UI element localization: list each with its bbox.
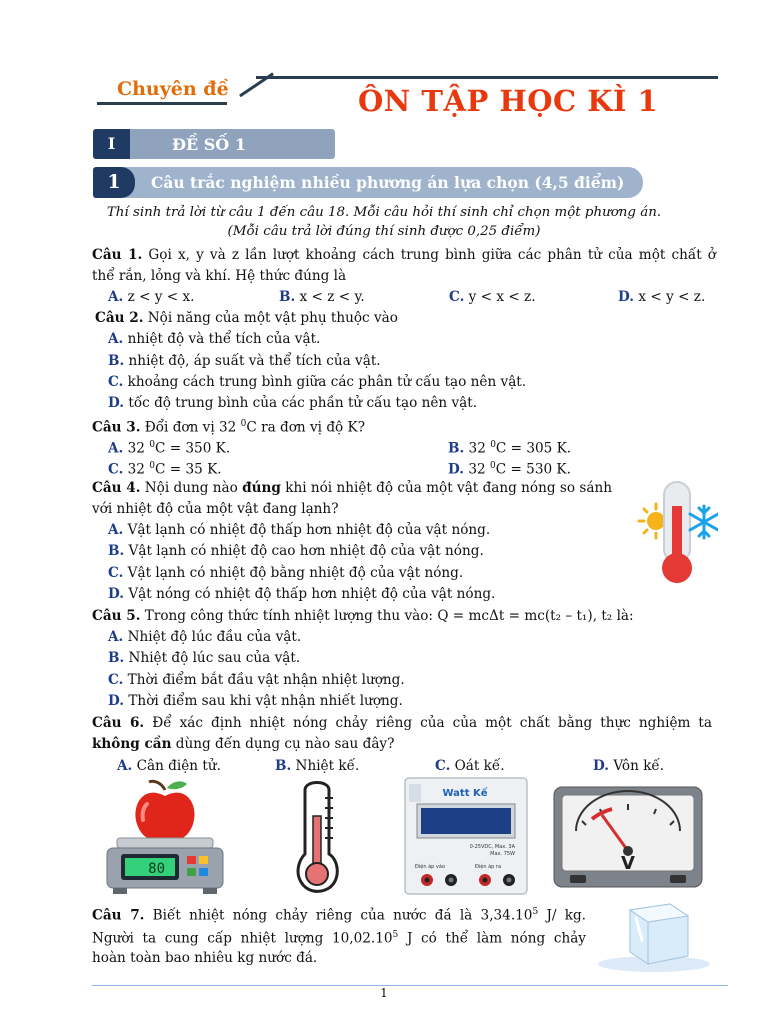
- option-c: C. Thời điểm bắt đầu vật nhận nhiệt lượng.: [108, 672, 405, 688]
- option-c: C. Oát kế.: [435, 758, 505, 774]
- page-number: 1: [380, 986, 388, 1000]
- option-d: D. Vôn kế.: [593, 758, 665, 774]
- option-a: A. z < y < x.: [108, 289, 195, 305]
- question-6-line: không cần dùng đến dụng cụ nào sau đây?: [92, 736, 395, 752]
- option-b: B. x < z < y.: [279, 289, 365, 305]
- option-d: D. tốc độ trung bình của các phần tử cấu tạo nên vật.: [108, 395, 478, 411]
- option-a: A. 32 $^0$C = 350 K.: [108, 440, 231, 457]
- svg-text:0-25VDC, Max. 3A: 0-25VDC, Max. 3A: [469, 844, 515, 850]
- section-title: ĐỀ SỐ 1: [172, 135, 246, 154]
- question-2-stem: Câu 2. Nội năng của một vật phụ thuộc vào: [95, 310, 398, 326]
- header-rule-right: [256, 76, 718, 79]
- subsection-title: Câu trắc nghiệm nhiều phương án lựa chọn (4,5 điểm): [151, 173, 625, 192]
- svg-text:Điện áp vào: Điện áp vào: [415, 864, 446, 870]
- snowflake-icon: [690, 506, 718, 538]
- voltmeter-image: [552, 785, 704, 889]
- option-c: C. Vật lạnh có nhiệt độ bằng nhiệt độ của vật nóng.: [108, 565, 464, 581]
- question-6-line: Câu 6. Để xác định nhiệt nóng chảy riêng của của một chất bằng thực nghiệm ta: [92, 715, 712, 731]
- option-d: D. Vật nóng có nhiệt độ thấp hơn nhiệt độ của vật nóng.: [108, 586, 496, 602]
- svg-text:V: V: [621, 853, 635, 874]
- question-4-line: với nhiệt độ của một vật đang lạnh?: [92, 501, 339, 517]
- option-d: D. Thời điểm sau khi vật nhận nhiết lượng.: [108, 693, 403, 709]
- option-b: B. 32 $^0$C = 305 K.: [448, 440, 572, 457]
- instruction-line: Thí sinh trả lời từ câu 1 đến câu 18. Mỗi câu hỏi thí sinh chỉ chọn một phương án.: [106, 205, 662, 220]
- option-a: A. Cân điện tử.: [117, 758, 221, 774]
- svg-text:Điện áp ra: Điện áp ra: [475, 864, 502, 870]
- svg-text:Watt Kế: Watt Kế: [442, 788, 488, 799]
- apple-icon: [135, 781, 194, 840]
- option-c: C. 32 $^0$C = 35 K.: [108, 461, 222, 478]
- option-b: B. nhiệt độ, áp suất và thể tích của vật.: [108, 353, 381, 369]
- option-b: B. Nhiệt độ lúc sau của vật.: [108, 650, 301, 666]
- svg-text:80: 80: [148, 861, 165, 877]
- question-1-line: thể rắn, lỏng và khí. Hệ thức đúng là: [92, 268, 347, 284]
- page-title: ÔN TẬP HỌC KÌ 1: [358, 84, 659, 118]
- question-1-line: [92, 245, 716, 265]
- wattmeter-image: [403, 776, 529, 896]
- subsection-number: 1: [93, 167, 135, 198]
- svg-text:Max. 75W: Max. 75W: [490, 851, 515, 857]
- option-a: A. nhiệt độ và thể tích của vật.: [108, 331, 321, 347]
- topic-label: Chuyên đề: [117, 78, 229, 100]
- option-a: A. Vật lạnh có nhiệt độ thấp hơn nhiệt độ của vật nóng.: [108, 522, 491, 538]
- question-7-line: hoàn toàn bao nhiêu kg nước đá.: [92, 950, 318, 966]
- option-b: B. Nhiệt kế.: [275, 758, 360, 774]
- option-d: D. x < y < z.: [618, 289, 706, 305]
- header-rule-left: [97, 102, 227, 105]
- question-text: Gọi x, y và z lần lượt khoảng cách trung bình giữa các phân tử của một chất ở: [142, 247, 716, 263]
- option-a: A. Nhiệt độ lúc đầu của vật.: [108, 629, 302, 645]
- option-c: C. khoảng cách trung bình giữa các phân tử cấu tạo nên vật.: [108, 374, 527, 390]
- instruction-line: (Mỗi câu trả lời đúng thí sinh được 0,25 điểm): [227, 224, 541, 239]
- question-7-line: Câu 7. Biết nhiệt nóng chảy riêng của nước đá là 3,34.10$^5$ J/ kg.: [92, 907, 587, 924]
- option-c: C. y < x < z.: [449, 289, 536, 305]
- option-b: B. Vật lạnh có nhiệt độ cao hơn nhiệt độ của vật nóng.: [108, 543, 484, 559]
- thermometer-hot-cold-icon: [636, 476, 718, 588]
- question-3-stem: Câu 3. Đổi đơn vị 32 $^0$C ra đơn vị độ K?: [92, 419, 365, 436]
- question-5-stem: Câu 5. Trong công thức tính nhiệt lượng thu vào: Q = mcΔt = mc(t₂ – t₁), t₂ là:: [92, 608, 634, 624]
- question-label: Câu 1.: [92, 247, 143, 263]
- question-7-line: Người ta cung cấp nhiệt lượng 10,02.10$^5$ J có thể làm nóng chảy: [92, 930, 586, 947]
- option-d: D. 32 $^0$C = 530 K.: [448, 461, 571, 478]
- electronic-scale-image: [103, 776, 227, 896]
- sun-icon: [639, 504, 665, 538]
- question-4-stem: Câu 4. Nội dung nào đúng khi nói nhiệt độ của một vật đang nóng so sánh: [92, 480, 612, 496]
- ice-cube-image: [596, 900, 716, 976]
- section-roman: I: [93, 129, 130, 159]
- thermometer-image: [289, 776, 345, 896]
